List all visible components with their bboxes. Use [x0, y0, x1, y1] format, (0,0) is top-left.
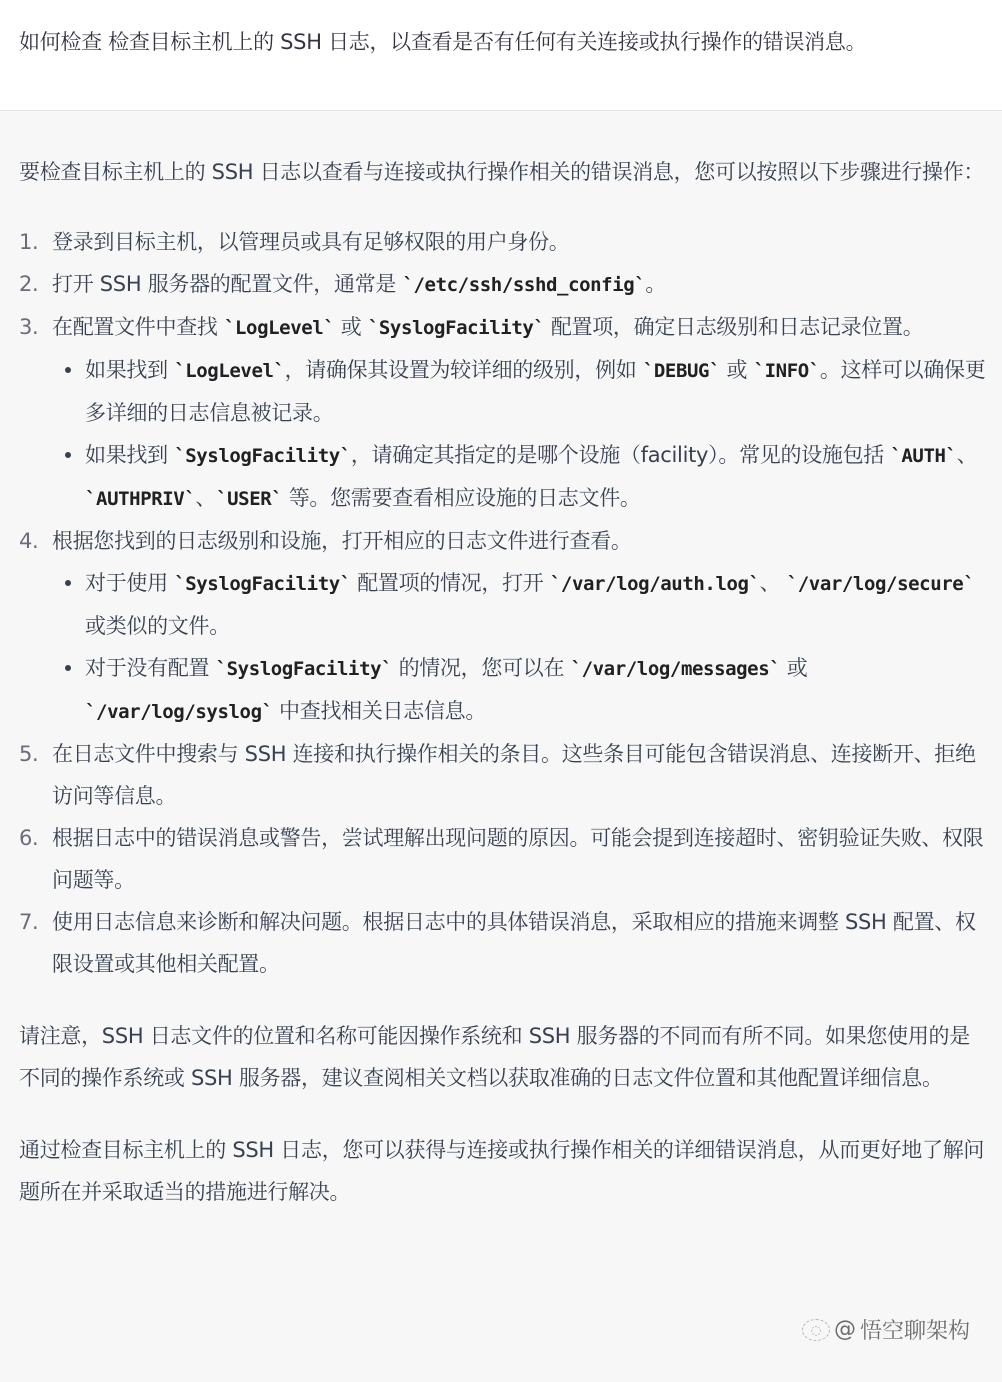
inline-code: `SyslogFacility` — [174, 573, 351, 595]
text-run: 使用日志信息来诊断和解决问题。根据日志中的具体错误消息，采取相应的措施来调整 SSH 配置、权限设置或其他相关配置。 — [52, 910, 976, 976]
answer-intro: 要检查目标主机上的 SSH 日志以查看与连接或执行操作相关的错误消息，您可以按照以下步骤进行操作： — [19, 160, 985, 184]
watermark-prefix: @ — [833, 1317, 856, 1342]
user-question-text: 如何检查 检查目标主机上的 SSH 日志，以查看是否有任何有关连接或执行操作的错误消息。 — [19, 30, 867, 54]
watermark-text: 悟空聊架构 — [859, 1319, 970, 1344]
step-item — [19, 520, 988, 733]
text-run: 。这样可以确保更多详细的日志信息被记录。 — [85, 358, 986, 425]
text-run: 或 — [334, 315, 368, 339]
text-run: 对于没有配置 — [85, 656, 216, 680]
step-number: 3. — [19, 315, 39, 339]
text-run: 对于使用 — [85, 571, 175, 595]
sub-list-item — [52, 349, 988, 434]
sub-list — [52, 349, 988, 520]
step-text — [52, 529, 632, 553]
text-run: 配置项的情况，打开 — [350, 571, 550, 595]
text-run: 或 — [780, 656, 808, 680]
step-item — [19, 733, 988, 817]
inline-code: `AUTH` — [890, 445, 957, 467]
text-run: ，请确定其指定的是哪个设施（facility）。常见的设施包括 — [350, 443, 891, 467]
text-run: 如果找到 — [85, 443, 175, 467]
text-run: 中查找相关日志信息。 — [272, 699, 487, 723]
step-item — [19, 817, 988, 901]
sub-list-item — [52, 647, 988, 733]
inline-code: `/var/log/syslog` — [85, 701, 273, 723]
text-run: 根据日志中的错误消息或警告，尝试理解出现问题的原因。可能会提到连接超时、密钥验证失败、权限问题等。 — [52, 826, 984, 892]
step-number: 2. — [19, 272, 39, 296]
text-run: 的情况，您可以在 — [392, 656, 571, 680]
inline-code: `LogLevel` — [174, 360, 285, 382]
step-text — [52, 272, 666, 296]
bullet-icon — [65, 367, 71, 373]
text-run: 、 — [195, 486, 217, 510]
text-run: 在配置文件中查找 — [52, 315, 224, 339]
step-text — [52, 230, 570, 254]
text-run: 根据您找到的日志级别和设施，打开相应的日志文件进行查看。 — [52, 529, 632, 553]
step-number: 4. — [19, 529, 39, 553]
step-item — [19, 263, 988, 306]
step-number: 5. — [19, 742, 39, 766]
inline-code: `SyslogFacility` — [367, 317, 545, 339]
sub-list-item — [52, 434, 988, 520]
step-number: 7. — [19, 910, 39, 934]
step-text — [52, 910, 976, 976]
bullet-icon — [65, 580, 71, 586]
watermark — [802, 1314, 970, 1345]
inline-code: `SyslogFacility` — [174, 445, 351, 467]
inline-code: `/var/log/messages` — [570, 658, 781, 680]
answer-summary: 通过检查目标主机上的 SSH 日志，您可以获得与连接或执行操作相关的详细错误消息，从而更好地了解问题所在并采取适当的措施进行解决。 — [19, 1138, 985, 1204]
sub-list — [52, 562, 988, 733]
user-question-block — [0, 0, 1002, 111]
text-run: ，请确保其设置为较详细的级别，例如 — [284, 358, 643, 382]
wechat-icon: ◌ — [802, 1319, 830, 1341]
inline-code: `DEBUG` — [642, 360, 721, 382]
step-text — [52, 315, 923, 339]
text-run: 打开 SSH 服务器的配置文件，通常是 — [52, 272, 403, 296]
inline-code: `SyslogFacility` — [215, 658, 393, 680]
text-run: 或 — [720, 358, 754, 382]
text-run: 等。您需要查看相应设施的日志文件。 — [282, 486, 641, 510]
text-run: 登录到目标主机，以管理员或具有足够权限的用户身份。 — [52, 230, 570, 254]
step-number: 6. — [19, 826, 39, 850]
inline-code: `AUTHPRIV` — [85, 488, 196, 510]
bullet-icon — [65, 452, 71, 458]
bullet-icon — [65, 665, 71, 671]
step-item — [19, 221, 988, 263]
step-text — [52, 826, 984, 892]
inline-code: `/var/log/auth.log` — [549, 573, 760, 595]
step-number: 1. — [19, 230, 39, 254]
step-item — [19, 306, 988, 520]
text-run: 配置项，确定日志级别和日志记录位置。 — [544, 315, 924, 339]
inline-code: `/var/log/secure` — [786, 573, 975, 595]
step-item — [19, 901, 988, 985]
inline-code: `USER` — [216, 488, 283, 510]
inline-code: `LogLevel` — [223, 317, 335, 339]
inline-code: `INFO` — [753, 360, 820, 382]
inline-code: `/etc/ssh/sshd_config` — [402, 274, 646, 296]
sub-list-item — [52, 562, 988, 647]
answer-note: 请注意，SSH 日志文件的位置和名称可能因操作系统和 SSH 服务器的不同而有所不同。如果您使用的是不同的操作系统或 SSH 服务器，建议查阅相关文档以获取准确的日志文件位置和其他配置详细信息。 — [19, 1024, 970, 1090]
text-run: 如果找到 — [85, 358, 175, 382]
text-run: 在日志文件中搜索与 SSH 连接和执行操作相关的条目。这些条目可能包含错误消息、连接断开、拒绝访问等信息。 — [52, 742, 976, 808]
steps-list — [19, 221, 988, 985]
assistant-answer-block — [0, 111, 1002, 1381]
text-run: 、 — [956, 443, 978, 467]
text-run: 、 — [759, 571, 787, 595]
text-run: 或类似的文件。 — [85, 614, 230, 638]
text-run: 。 — [645, 272, 667, 296]
step-text — [52, 742, 976, 808]
